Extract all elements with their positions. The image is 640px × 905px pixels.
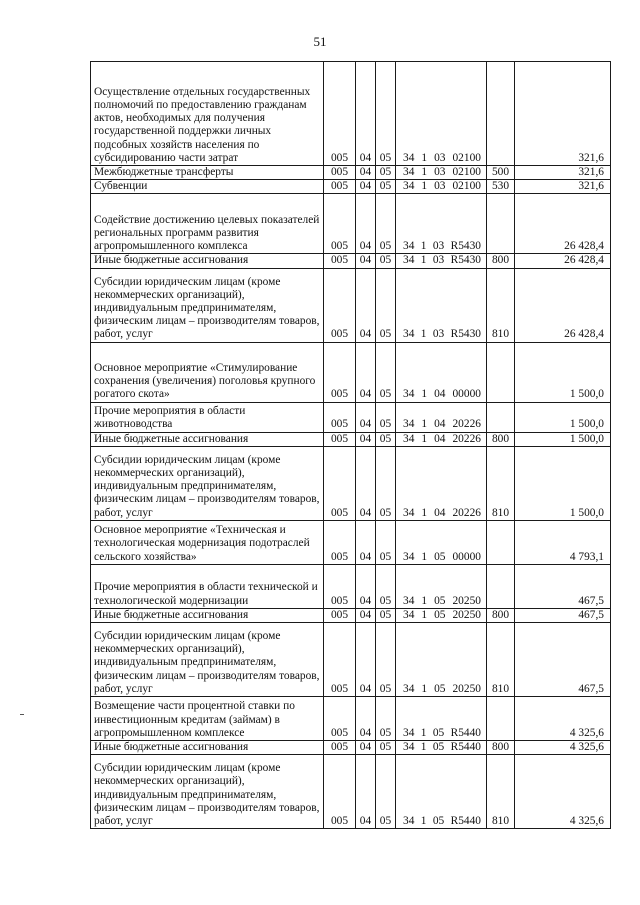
code-part: R5430: [450, 254, 481, 267]
admin-code: 005: [324, 741, 356, 755]
row-name: Содействие достижению целевых показателей региональных программ развития агропромышленного комплекса: [91, 194, 324, 254]
section-code: 04: [356, 268, 376, 342]
subsection-code: 05: [376, 755, 396, 829]
admin-code: 005: [324, 166, 356, 180]
code-part: 1: [420, 328, 427, 341]
code-part: 20226: [452, 506, 481, 519]
admin-code: 005: [324, 608, 356, 622]
target-article-code: [396, 446, 487, 520]
target-article-code: [396, 166, 487, 180]
code-part: 20250: [452, 594, 481, 607]
target-article-parts: [399, 551, 483, 564]
row-name: Основное мероприятие «Техническая и технологическая модернизация подотраслей сельского хозяйства»: [91, 520, 324, 564]
target-article-code: [396, 254, 487, 268]
row-name: Иные бюджетные ассигнования: [91, 432, 324, 446]
target-article-code: [396, 755, 487, 829]
amount: 321,6: [515, 180, 611, 194]
code-part: 20250: [452, 682, 481, 695]
admin-code: 005: [324, 342, 356, 402]
code-part: 05: [432, 815, 445, 828]
amount: 4 325,6: [515, 697, 611, 741]
subsection-code: 05: [376, 697, 396, 741]
target-article-parts: [399, 609, 483, 622]
code-part: 05: [434, 682, 446, 695]
code-part: 03: [432, 240, 445, 253]
subsection-code: 05: [376, 446, 396, 520]
code-part: 1: [421, 608, 428, 621]
table-row: [91, 194, 611, 254]
table-body: [91, 62, 611, 829]
code-part: 03: [434, 166, 446, 178]
code-part: 02100: [452, 180, 481, 193]
code-part: 34: [403, 180, 415, 193]
expense-type-code: 810: [487, 755, 515, 829]
table-row: [91, 697, 611, 741]
code-part: 1: [420, 815, 427, 828]
code-part: 1: [421, 388, 428, 401]
row-name: Иные бюджетные ассигнования: [91, 608, 324, 622]
target-article-code: [396, 180, 487, 194]
section-code: 04: [356, 432, 376, 446]
table-row: [91, 342, 611, 402]
expense-type-code: 810: [487, 623, 515, 697]
code-part: 34: [403, 815, 415, 828]
row-name: Возмещение части процентной ставки по инвестиционным кредитам (займам) в агропромышленном комплексе: [91, 697, 324, 741]
code-part: 34: [403, 741, 415, 754]
subsection-code: 05: [376, 432, 396, 446]
subsection-code: 05: [376, 268, 396, 342]
code-part: 00000: [452, 550, 481, 563]
code-part: 1: [421, 682, 428, 695]
page-number: 51: [313, 34, 327, 49]
code-part: 00000: [452, 388, 481, 401]
code-part: 1: [421, 550, 428, 563]
code-part: 20226: [452, 432, 481, 445]
code-part: 34: [403, 682, 415, 695]
target-article-parts: [399, 741, 483, 754]
code-part: 1: [421, 432, 428, 445]
amount: 1 500,0: [515, 342, 611, 402]
amount: 26 428,4: [515, 254, 611, 268]
amount: 1 500,0: [515, 432, 611, 446]
admin-code: 005: [324, 268, 356, 342]
table-row: [91, 520, 611, 564]
subsection-code: 05: [376, 342, 396, 402]
table-row: [91, 268, 611, 342]
code-part: 05: [432, 726, 445, 739]
section-code: 04: [356, 166, 376, 180]
section-code: 04: [356, 755, 376, 829]
margin-mark: [20, 714, 24, 715]
amount: 467,5: [515, 623, 611, 697]
admin-code: 005: [324, 180, 356, 194]
admin-code: 005: [324, 446, 356, 520]
expense-type-code: 530: [487, 180, 515, 194]
subsection-code: 05: [376, 564, 396, 608]
code-part: 02100: [452, 166, 481, 178]
code-part: 1: [420, 726, 427, 739]
row-name: Субвенции: [91, 180, 324, 194]
target-article-parts: [399, 595, 483, 608]
section-code: 04: [356, 623, 376, 697]
admin-code: 005: [324, 564, 356, 608]
code-part: 03: [432, 328, 445, 341]
target-article-parts: [399, 433, 483, 446]
table-row: [91, 432, 611, 446]
admin-code: 005: [324, 432, 356, 446]
code-part: 1: [421, 180, 428, 193]
target-article-code: [396, 194, 487, 254]
admin-code: 005: [324, 254, 356, 268]
table-row: [91, 62, 611, 166]
row-name: Субсидии юридическим лицам (кроме некоммерческих организаций), индивидуальным предпринимателям, физическим лицам – производителям товаров, работ, услуг: [91, 446, 324, 520]
code-part: 05: [434, 550, 446, 563]
target-article-code: [396, 268, 487, 342]
target-article-parts: [399, 388, 483, 401]
code-part: 04: [434, 418, 446, 431]
code-part: 34: [403, 166, 415, 178]
table-row: [91, 446, 611, 520]
table-row: [91, 166, 611, 180]
amount: 26 428,4: [515, 194, 611, 254]
table-row: [91, 741, 611, 755]
row-name: Прочие мероприятия в области животноводства: [91, 402, 324, 432]
amount: 1 500,0: [515, 446, 611, 520]
target-article-parts: [399, 166, 483, 179]
expense-type-code: [487, 564, 515, 608]
subsection-code: 05: [376, 180, 396, 194]
code-part: 1: [421, 166, 428, 178]
code-part: 34: [403, 432, 415, 445]
code-part: 03: [434, 180, 446, 193]
subsection-code: 05: [376, 623, 396, 697]
row-name: Основное мероприятие «Стимулирование сохранения (увеличения) поголовья крупного рогатого скота»: [91, 342, 324, 402]
code-part: 05: [432, 741, 445, 754]
code-part: 02100: [452, 151, 481, 164]
target-article-parts: [399, 152, 483, 165]
target-article-code: [396, 741, 487, 755]
expense-type-code: [487, 194, 515, 254]
section-code: 04: [356, 446, 376, 520]
code-part: 34: [403, 388, 415, 401]
code-part: 04: [434, 432, 446, 445]
admin-code: 005: [324, 194, 356, 254]
code-part: 34: [403, 506, 415, 519]
row-name: Субсидии юридическим лицам (кроме некоммерческих организаций), индивидуальным предпринимателям, физическим лицам – производителям товаров, работ, услуг: [91, 268, 324, 342]
table-row: [91, 608, 611, 622]
section-code: 04: [356, 564, 376, 608]
target-article-parts: [399, 254, 483, 267]
code-part: 1: [420, 254, 427, 267]
amount: 321,6: [515, 166, 611, 180]
section-code: 04: [356, 180, 376, 194]
row-name: Прочие мероприятия в области технической и технологической модернизации: [91, 564, 324, 608]
expense-type-code: [487, 520, 515, 564]
code-part: 34: [403, 418, 415, 431]
target-article-parts: [399, 418, 483, 431]
code-part: 34: [403, 254, 415, 267]
code-part: 34: [403, 240, 415, 253]
target-article-parts: [399, 727, 483, 740]
target-article-parts: [399, 815, 483, 828]
subsection-code: 05: [376, 254, 396, 268]
amount: 4 325,6: [515, 755, 611, 829]
budget-table: [90, 61, 611, 829]
expense-type-code: [487, 697, 515, 741]
admin-code: 005: [324, 697, 356, 741]
section-code: 04: [356, 62, 376, 166]
section-code: 04: [356, 254, 376, 268]
target-article-code: [396, 520, 487, 564]
subsection-code: 05: [376, 520, 396, 564]
code-part: R5440: [450, 815, 481, 828]
code-part: 1: [420, 240, 427, 253]
table-row: [91, 254, 611, 268]
section-code: 04: [356, 697, 376, 741]
amount: 1 500,0: [515, 402, 611, 432]
expense-type-code: 800: [487, 741, 515, 755]
code-part: R5440: [450, 726, 481, 739]
target-article-code: [396, 62, 487, 166]
code-part: R5430: [450, 328, 481, 341]
code-part: 1: [421, 418, 428, 431]
amount: 467,5: [515, 564, 611, 608]
target-article-parts: [399, 240, 483, 253]
target-article-code: [396, 608, 487, 622]
amount: 4 325,6: [515, 741, 611, 755]
code-part: 34: [403, 726, 415, 739]
section-code: 04: [356, 194, 376, 254]
subsection-code: 05: [376, 194, 396, 254]
section-code: 04: [356, 402, 376, 432]
table-row: [91, 564, 611, 608]
code-part: 03: [434, 151, 446, 164]
admin-code: 005: [324, 520, 356, 564]
expense-type-code: 800: [487, 254, 515, 268]
code-part: 1: [421, 594, 428, 607]
expense-type-code: 810: [487, 446, 515, 520]
target-article-code: [396, 564, 487, 608]
amount: 26 428,4: [515, 268, 611, 342]
code-part: 20226: [452, 418, 481, 431]
table-row: [91, 623, 611, 697]
subsection-code: 05: [376, 608, 396, 622]
subsection-code: 05: [376, 166, 396, 180]
admin-code: 005: [324, 623, 356, 697]
row-name: Иные бюджетные ассигнования: [91, 741, 324, 755]
row-name: Субсидии юридическим лицам (кроме некоммерческих организаций), индивидуальным предпринимателям, физическим лицам – производителям товаров, работ, услуг: [91, 755, 324, 829]
expense-type-code: 800: [487, 432, 515, 446]
code-part: 1: [421, 506, 428, 519]
code-part: 20250: [452, 608, 481, 621]
target-article-code: [396, 623, 487, 697]
row-name: Иные бюджетные ассигнования: [91, 254, 324, 268]
target-article-code: [396, 697, 487, 741]
code-part: 34: [403, 594, 415, 607]
code-part: 1: [420, 741, 427, 754]
code-part: 34: [403, 151, 415, 164]
expense-type-code: [487, 342, 515, 402]
target-article-code: [396, 402, 487, 432]
table-row: [91, 402, 611, 432]
amount: 321,6: [515, 62, 611, 166]
row-name: Субсидии юридическим лицам (кроме некоммерческих организаций), индивидуальным предпринимателям, физическим лицам – производителям товаров, работ, услуг: [91, 623, 324, 697]
code-part: R5430: [450, 240, 481, 253]
code-part: 34: [403, 550, 415, 563]
section-code: 04: [356, 342, 376, 402]
subsection-code: 05: [376, 402, 396, 432]
amount: 4 793,1: [515, 520, 611, 564]
target-article-parts: [399, 328, 483, 341]
target-article-code: [396, 342, 487, 402]
amount: 467,5: [515, 608, 611, 622]
target-article-parts: [399, 507, 483, 520]
admin-code: 005: [324, 755, 356, 829]
section-code: 04: [356, 608, 376, 622]
expense-type-code: 800: [487, 608, 515, 622]
expense-type-code: 810: [487, 268, 515, 342]
code-part: 34: [403, 608, 415, 621]
target-article-parts: [399, 180, 483, 193]
expense-type-code: 500: [487, 166, 515, 180]
code-part: 03: [432, 254, 445, 267]
row-name: Осуществление отдельных государственных полномочий по предоставлению гражданам актов, необходимых для получения государственной поддержки личных подсобных хозяйств населения по субсидированию части затрат: [91, 62, 324, 166]
row-name: Межбюджетные трансферты: [91, 166, 324, 180]
subsection-code: 05: [376, 741, 396, 755]
code-part: 34: [403, 328, 415, 341]
expense-type-code: [487, 402, 515, 432]
code-part: 04: [434, 506, 446, 519]
expense-type-code: [487, 62, 515, 166]
table-row: [91, 755, 611, 829]
code-part: R5440: [450, 741, 481, 754]
code-part: 1: [421, 151, 428, 164]
target-article-code: [396, 432, 487, 446]
section-code: 04: [356, 741, 376, 755]
admin-code: 005: [324, 62, 356, 166]
admin-code: 005: [324, 402, 356, 432]
target-article-parts: [399, 683, 483, 696]
code-part: 04: [434, 388, 446, 401]
code-part: 05: [434, 594, 446, 607]
code-part: 05: [434, 608, 446, 621]
section-code: 04: [356, 520, 376, 564]
subsection-code: 05: [376, 62, 396, 166]
table-row: [91, 180, 611, 194]
